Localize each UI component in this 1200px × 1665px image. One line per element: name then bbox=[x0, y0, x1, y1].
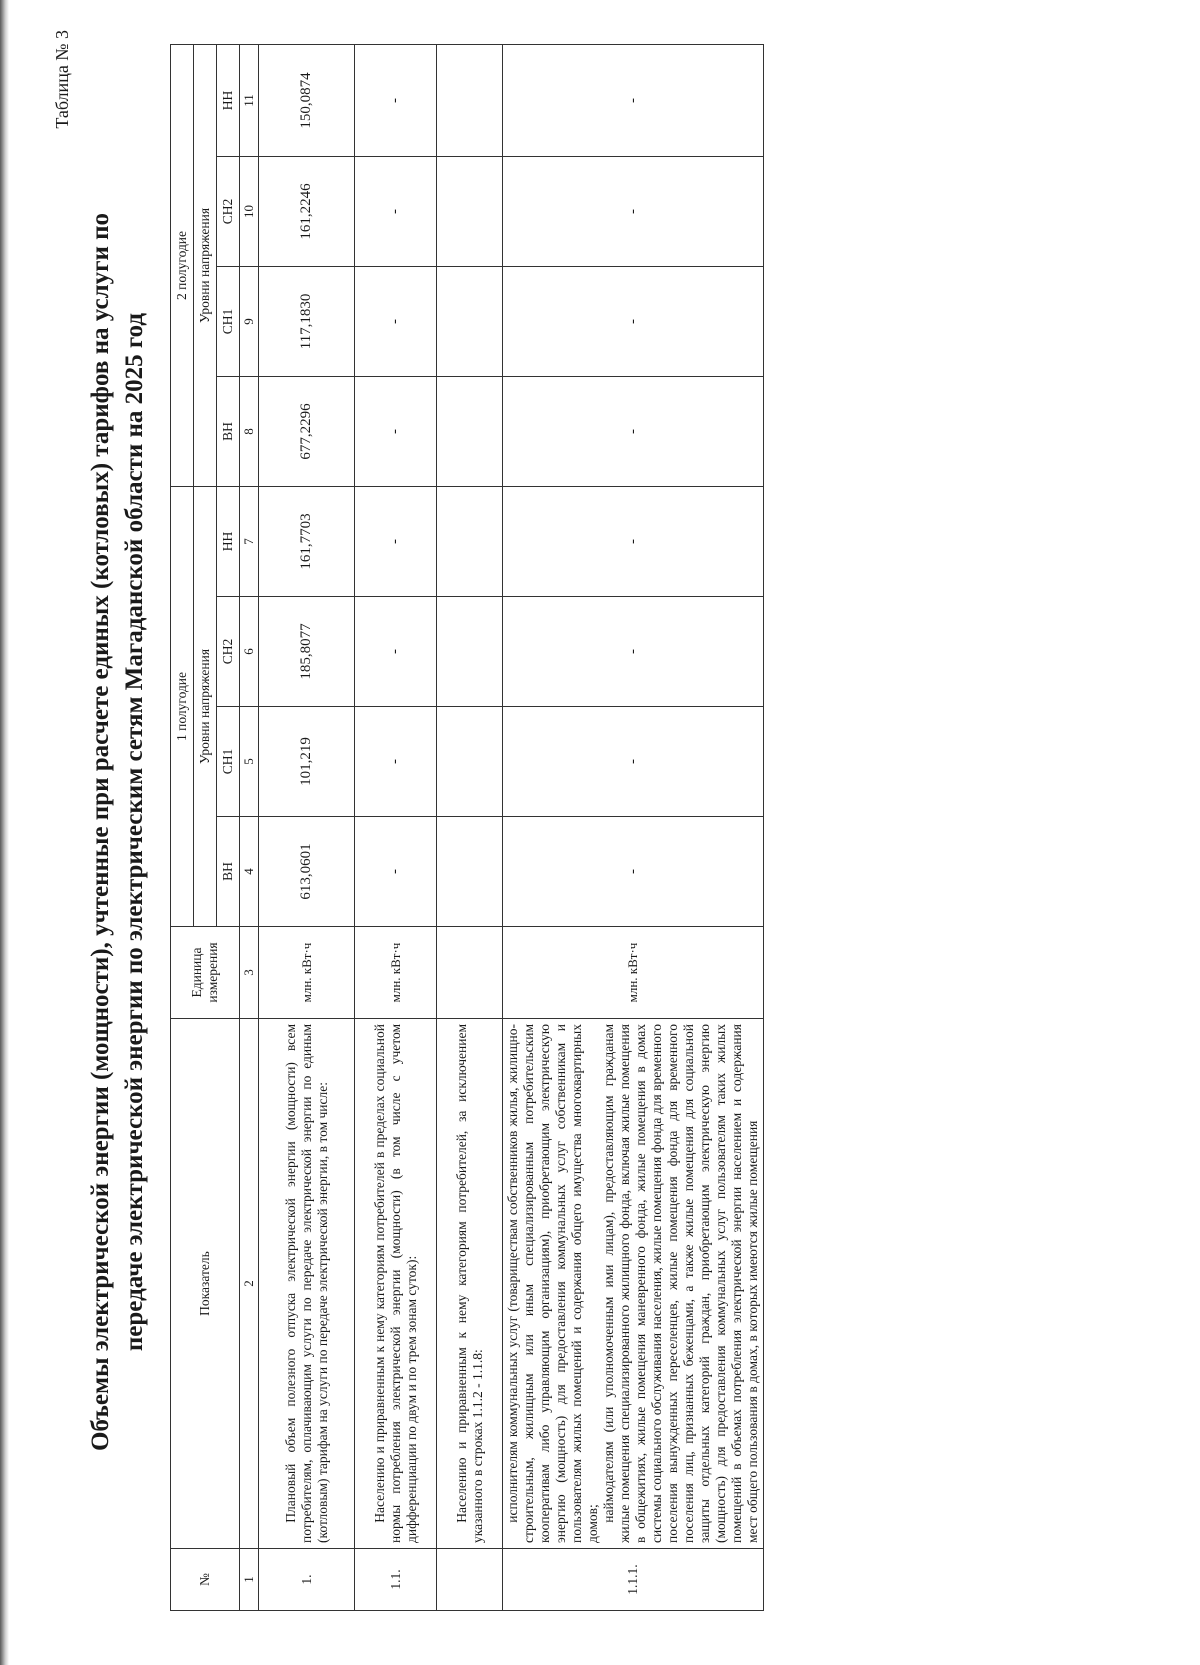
row-value bbox=[437, 707, 503, 817]
row-value bbox=[437, 157, 503, 267]
row-value bbox=[437, 817, 503, 927]
row-value: 101,219 bbox=[259, 707, 355, 817]
row-value: - bbox=[503, 45, 764, 157]
header-level: СН2 bbox=[217, 157, 240, 267]
row-indicator bbox=[259, 1019, 355, 1549]
column-index: 6 bbox=[240, 597, 259, 707]
row-value: - bbox=[503, 267, 764, 377]
row-indicator bbox=[503, 1019, 764, 1549]
table-row bbox=[437, 45, 503, 1611]
row-value: - bbox=[503, 597, 764, 707]
doc-title bbox=[84, 18, 152, 1646]
scan-edge bbox=[0, 0, 9, 1665]
column-index: 4 bbox=[240, 817, 259, 927]
column-index: 8 bbox=[240, 377, 259, 487]
row-value bbox=[437, 267, 503, 377]
row-indicator-text: Плановый объем полезного отпуска электрической энергии (мощности) всем потребителям, оплачивающим услуги по передаче электрической энергии по единым (котловым) тарифам на услуги по передаче электрической энергии, в том числе: bbox=[282, 1024, 330, 1543]
row-number: 1. bbox=[259, 1549, 355, 1611]
row-value: - bbox=[355, 487, 437, 597]
row-value: - bbox=[355, 267, 437, 377]
doc-title-line-2: передаче электрической энергии по электрическим сетям Магаданской области на 2025 год bbox=[121, 312, 148, 1352]
header-voltage-levels-2: Уровни напряжения bbox=[194, 45, 217, 487]
row-value: - bbox=[355, 707, 437, 817]
header-level: НН bbox=[217, 487, 240, 597]
row-value: - bbox=[503, 707, 764, 817]
row-value: - bbox=[503, 157, 764, 267]
header-level: СН1 bbox=[217, 267, 240, 377]
row-indicator bbox=[437, 1019, 503, 1549]
row-value bbox=[437, 597, 503, 707]
row-indicator-text: Населению и приравненным к нему категориям потребителей в пределах социальной нормы потребления электрической энергии (мощности) (в том числе с учетом дифференциации по двум и по трем зонам суток): bbox=[371, 1024, 419, 1543]
header-unit: Единица измерения bbox=[171, 927, 240, 1019]
row-value: 161,2246 bbox=[259, 157, 355, 267]
tariff-volume-table bbox=[170, 44, 764, 1611]
table-row bbox=[259, 45, 355, 1611]
header-half2: 2 полугодие bbox=[171, 45, 194, 487]
row-indicator-text: исполнителям коммунальных услуг (товариществам собственников жилья, жилищно-строительным, жилищным или иным специализированным потребительским кооперативам либо управляющим организациям), приобретающим электрическую энергию (мощность) для предоставления коммунальных услуг собственникам и пользователям жилых помещений и содержания общего имущества многоквартирных домов; bbox=[505, 1024, 600, 1543]
row-value: - bbox=[503, 377, 764, 487]
header-indicator: Показатель bbox=[171, 1019, 240, 1549]
row-number: 1.1.1. bbox=[503, 1549, 764, 1611]
column-index: 11 bbox=[240, 45, 259, 157]
row-number bbox=[437, 1549, 503, 1611]
header-voltage-levels-1: Уровни напряжения bbox=[194, 487, 217, 927]
row-value: 117,1830 bbox=[259, 267, 355, 377]
row-value bbox=[437, 377, 503, 487]
header-level: СН2 bbox=[217, 597, 240, 707]
row-value: - bbox=[503, 817, 764, 927]
row-unit: млн. кВт·ч bbox=[259, 927, 355, 1019]
row-value: - bbox=[355, 597, 437, 707]
row-unit: млн. кВт·ч bbox=[503, 927, 764, 1019]
column-index: 7 bbox=[240, 487, 259, 597]
row-value bbox=[437, 45, 503, 157]
doc-number: Таблица № 3 bbox=[52, 30, 72, 129]
row-value: - bbox=[355, 45, 437, 157]
column-index: 10 bbox=[240, 157, 259, 267]
row-value: 161,7703 bbox=[259, 487, 355, 597]
row-value: 677,2296 bbox=[259, 377, 355, 487]
row-indicator-text: наймодателям (или уполномоченным ими лицам), предоставляющим гражданам жилые помещения специализированного жилищного фонда, включая жилые помещения в общежитиях, жилые помещения маневренного фонда, жилые помещения в домах системы социального обслуживания населения, жилые помещения фонда для временного поселения вынужденных переселенцев, жилые помещения фонда для временного поселения лиц, признанных беженцами, а также жилые помещения для социальной защиты отдельных категорий граждан, приобретающим электрическую энергию (мощность) для предоставления коммунальных услуг пользователям таких жилых помещений в объемах потребления электрической энергии населением и содержания мест общего пользования в домах, в которых имеются жилые помещения bbox=[601, 1024, 760, 1543]
row-value: - bbox=[355, 157, 437, 267]
column-index: 5 bbox=[240, 707, 259, 817]
column-index: 3 bbox=[240, 927, 259, 1019]
row-value: 613,0601 bbox=[259, 817, 355, 927]
rotated-page bbox=[22, 18, 1178, 1646]
header-level: ВН bbox=[217, 377, 240, 487]
row-value: 150,0874 bbox=[259, 45, 355, 157]
row-value bbox=[437, 487, 503, 597]
table-row bbox=[355, 45, 437, 1611]
column-index: 9 bbox=[240, 267, 259, 377]
row-indicator bbox=[355, 1019, 437, 1549]
row-indicator-text: Населению и приравненным к нему категориям потребителей, за исключением указанного в строках 1.1.2 - 1.1.8: bbox=[453, 1024, 485, 1543]
doc-title-line-1: Объемы электрической энергии (мощности), учтенные при расчете единых (котловых) тарифов на услуги по bbox=[87, 212, 114, 1452]
row-value: 185,8077 bbox=[259, 597, 355, 707]
column-index: 1 bbox=[240, 1549, 259, 1611]
row-number: 1.1. bbox=[355, 1549, 437, 1611]
table-row bbox=[503, 45, 764, 1611]
header-half1: 1 полугодие bbox=[171, 487, 194, 927]
header-level: ВН bbox=[217, 817, 240, 927]
column-index: 2 bbox=[240, 1019, 259, 1549]
row-unit bbox=[437, 927, 503, 1019]
header-level: СН1 bbox=[217, 707, 240, 817]
row-value: - bbox=[355, 817, 437, 927]
row-value: - bbox=[355, 377, 437, 487]
header-level: НН bbox=[217, 45, 240, 157]
header-num: № bbox=[171, 1549, 240, 1611]
row-unit: млн. кВт·ч bbox=[355, 927, 437, 1019]
row-value: - bbox=[503, 487, 764, 597]
